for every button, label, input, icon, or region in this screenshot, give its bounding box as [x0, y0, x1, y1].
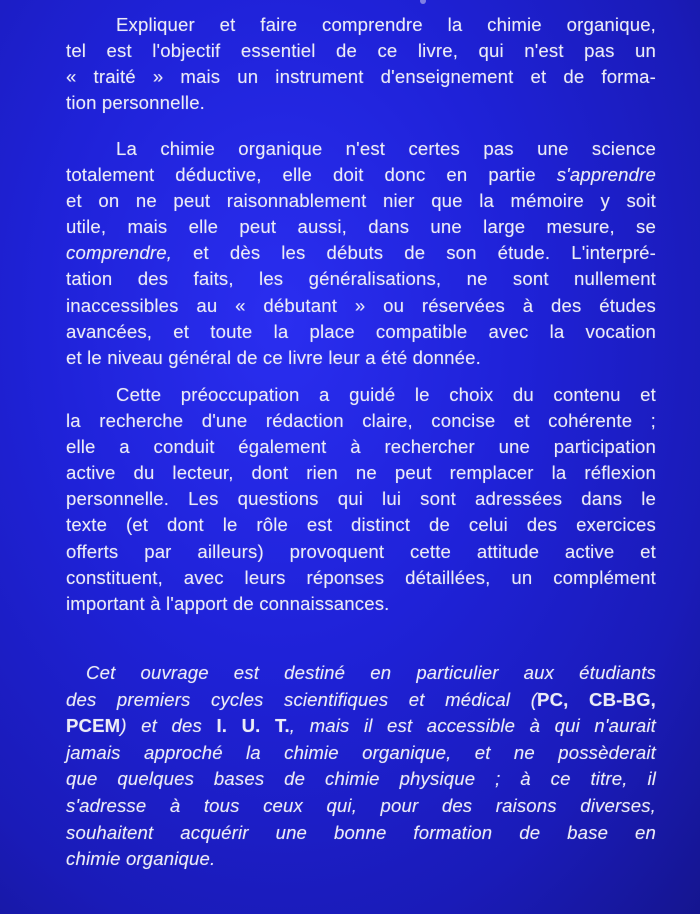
- text-line: offerts par ailleurs) provoquent cette attitude active et: [66, 540, 656, 562]
- paragraph-intro: [66, 12, 656, 116]
- emphasis-text: comprendre,: [66, 242, 173, 264]
- bold-text: I. U. T.: [216, 715, 290, 737]
- text-segment: , mais il est accessible à qui n'aurait: [289, 715, 657, 737]
- paragraph-content: [66, 382, 656, 617]
- text-line: tel est l'objectif essentiel de ce livre, qui n'est pas un: [66, 40, 656, 62]
- text-line: s'adresse à tous ceux qui, pour des raisons diverses,: [66, 794, 656, 816]
- text-line: [66, 713, 656, 740]
- text-line: inaccessibles au « débutant » ou réservées à des études: [66, 294, 656, 316]
- text-line: avancées, et toute la place compatible avec la vocation: [66, 320, 656, 342]
- text-line: [66, 162, 656, 188]
- text-line: elle a conduit également à rechercher une participation: [66, 436, 656, 458]
- text-line: tation des faits, les généralisations, ne sont nullement: [66, 268, 656, 290]
- text-segment: et dès les débuts de son étude. L'interpré-: [172, 242, 656, 264]
- text-line: que quelques bases de chimie physique ; à ce titre, il: [66, 768, 656, 790]
- text-line: constituent, avec leurs réponses détaillées, un complément: [66, 566, 656, 588]
- text-line: La chimie organique n'est certes pas une science: [116, 138, 656, 159]
- text-segment: ) et des: [120, 715, 217, 737]
- text-line: souhaitent acquérir une bonne formation de base en: [66, 821, 656, 843]
- printing-mark: [420, 0, 426, 4]
- text-line: [66, 240, 656, 266]
- bold-text: PC, CB-BG,: [537, 688, 656, 710]
- text-segment: des premiers cycles scientifiques et médical (: [66, 688, 538, 710]
- text-line: chimie organique.: [66, 848, 216, 870]
- text-line: jamais approché la chimie organique, et ne possèderait: [66, 741, 656, 763]
- text-line: la recherche d'une rédaction claire, concise et cohérente ;: [66, 410, 656, 432]
- text-line: personnelle. Les questions qui lui sont adressées dans le: [66, 488, 656, 510]
- paragraph-deductive: [66, 136, 656, 371]
- text-line: active du lecteur, dont rien ne peut remplacer la réflexion: [66, 462, 656, 484]
- text-line: et le niveau général de ce livre leur a été donnée.: [66, 346, 481, 368]
- text-line: « traité » mais un instrument d'enseignement et de forma-: [66, 66, 656, 88]
- paragraph-audience: [66, 660, 656, 873]
- bold-text: PCEM: [66, 715, 121, 737]
- text-line: et on ne peut raisonnablement nier que la mémoire y soit: [66, 190, 656, 212]
- emphasis-text: s'apprendre: [556, 164, 656, 186]
- text-line: Expliquer et faire comprendre la chimie organique,: [116, 14, 656, 35]
- text-line: texte (et dont le rôle est distinct de celui des exercices: [66, 514, 656, 536]
- text-line: important à l'apport de connaissances.: [66, 592, 390, 614]
- text-segment: totalement déductive, elle doit donc en partie: [66, 164, 557, 186]
- text-line: tion personnelle.: [66, 92, 205, 114]
- text-line: [66, 687, 656, 714]
- text-line: utile, mais elle peut aussi, dans une large mesure, se: [66, 216, 656, 238]
- text-line: Cet ouvrage est destiné en particulier aux étudiants: [86, 662, 656, 683]
- text-line: Cette préoccupation a guidé le choix du contenu et: [116, 384, 656, 405]
